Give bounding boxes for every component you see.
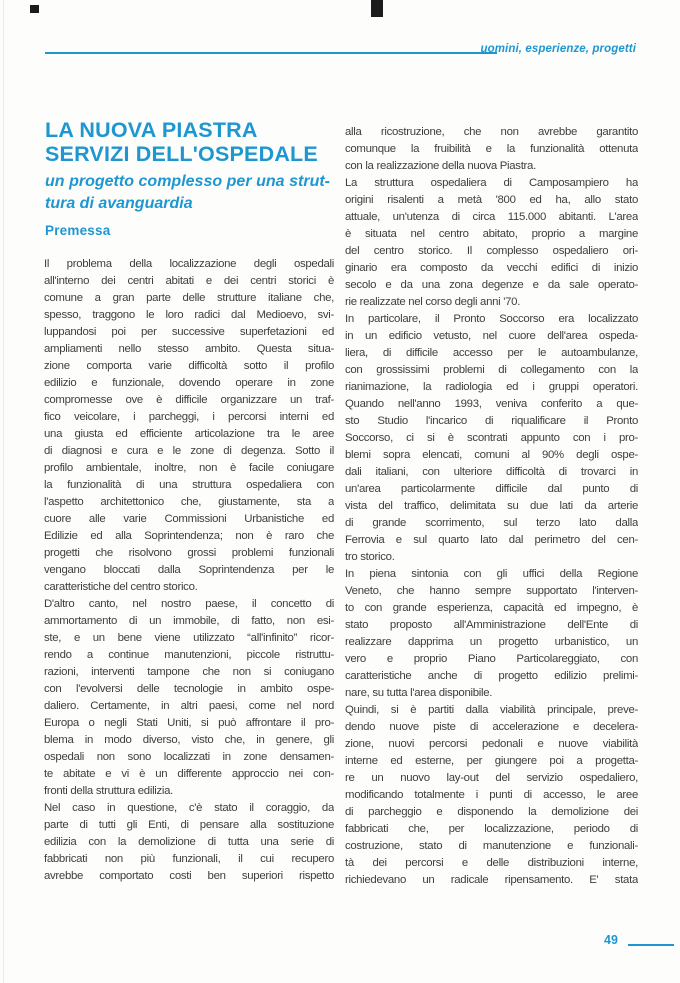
body-text-line: zione comporta varie difficoltà sotto il profilo — [44, 360, 334, 372]
body-text-line: del centro storico. Il complesso ospedaliero ori- — [345, 245, 638, 257]
body-text-line: attuale, un'utenza di circa 115.000 abitanti. L'area — [345, 211, 638, 223]
scan-artifact-mark-bar — [371, 0, 383, 17]
body-text-line: daliero. Certamente, in altri paesi, come nel nord — [44, 700, 334, 712]
body-text-line: fabbricati non più funzionali, il cui recupero — [44, 853, 334, 865]
scan-edge-line — [3, 0, 4, 983]
footer-rule — [628, 944, 674, 946]
body-text-line: In piena sintonia con gli uffici della Regione — [345, 568, 638, 580]
body-text-line: Edilizie ed alla Soprintendenza; non è raro che — [44, 530, 334, 542]
body-text-line: con grossissimi problemi di collegamento con la — [345, 364, 638, 376]
header-rule — [45, 52, 497, 54]
body-text-line: ste, e un bene viene utilizzato “all'infinito” ricor- — [44, 632, 334, 644]
body-text-line: Quando nell'anno 1993, veniva conferito a que- — [345, 398, 638, 410]
body-text-line: vengano bloccati dalla Soprintendenza per le — [44, 564, 334, 576]
page-number: 49 — [604, 933, 618, 947]
body-text-line: una giusta ed efficiente articolazione tra le aree — [44, 428, 334, 440]
body-text-line: Europa o negli Stati Uniti, si può affrontare il pro- — [44, 717, 334, 729]
header-section-label: uomini, esperienze, progetti — [480, 43, 636, 55]
body-text-line: cuore alle varie Commissioni Urbanistiche ed — [44, 513, 334, 525]
body-text-line: ospedali non sono localizzati in zone densamen- — [44, 751, 334, 763]
body-text-line: Veneto, che hanno sempre supportato l'interven- — [345, 585, 638, 597]
body-text-line: tro storico. — [345, 551, 395, 563]
body-text-line: stato proposto all'Amministrazione dell'Ente di — [345, 619, 638, 631]
body-text-line: dendo nuove piste di accelerazione e decelera- — [345, 721, 638, 733]
body-text-line: un'area particolarmente difficile dal punto di — [345, 483, 638, 495]
body-text-line: di parcheggio e disponendo la demolizione dei — [345, 806, 638, 818]
body-text-line: rendo a continue manutenzioni, piccole ristruttu- — [44, 649, 334, 661]
body-text-line: di diagnosi e cura e le zone di degenza. Sotto il — [44, 445, 334, 457]
body-text-line: Il problema della localizzazione degli ospedali — [44, 258, 334, 270]
body-text-line: fabbricati che, per localizzazione, periodo di — [345, 823, 638, 835]
body-text-line: spesso, traggono le loro radici dal Medioevo, svi- — [44, 309, 334, 321]
body-text-line: Nel caso in questione, c'è stato il coraggio, da — [44, 802, 334, 814]
body-text-line: te abitate e vi è un differente approccio nei con- — [44, 768, 334, 780]
body-text-line: sto Studio l'incarico di riqualificare il Pronto — [345, 415, 638, 427]
body-text-line: di grande scorrimento, sul terzo lato dalla — [345, 517, 638, 529]
body-text-line: vista del traffico, delimitata su due lati da arterie — [345, 500, 638, 512]
body-text-line: avrebbe comportato costi ben superiori rispetto — [44, 870, 334, 882]
body-text-line: tà dei percorsi e delle distribuzioni interne, — [345, 857, 638, 869]
body-text-line: in un edificio vetusto, nel cuore dell'area ospeda- — [345, 330, 638, 342]
body-text-line: modificando totalmente i punti di accesso, le aree — [345, 789, 638, 801]
article-title-line2: SERVIZI DELL'OSPEDALE — [45, 142, 318, 166]
body-text-line: interne ed esterne, per giungere poi a progetta- — [345, 755, 638, 767]
body-text-line: l'aspetto architettonico che, giustamente, sta a — [44, 496, 334, 508]
body-text-line: costruzione, stato di manutenzione e funzionali- — [345, 840, 638, 852]
body-text-line: re un nuovo lay-out del servizio ospedaliero, — [345, 772, 638, 784]
body-text-line: vero e proprio Piano Particolareggiato, con — [345, 653, 638, 665]
body-text-line: ginario era composto da vecchi edifici di inizio — [345, 262, 638, 274]
body-text-line: fico veicolare, i parcheggi, i percorsi interni ed — [44, 411, 334, 423]
body-text-line: La struttura ospedaliera di Camposampiero ha — [345, 177, 638, 189]
body-text-line: comunque la fruibilità e la funzionalità ottenuta — [345, 143, 638, 155]
body-text-line: blemi sopra elencati, comuni al 90% degli ospe- — [345, 449, 638, 461]
body-text-line: all'interno dei centri abitati e dei centri storici è — [44, 275, 334, 287]
body-text-line: con la realizzazione della nuova Piastra. — [345, 160, 536, 172]
article-subtitle-line2: tura di avanguardia — [45, 195, 193, 212]
body-text-line: progetti che risolvono grossi problemi funzionali — [44, 547, 334, 559]
body-text-line: origini risalenti a metà '800 ed ha, allo stato — [345, 194, 638, 206]
body-text-line: edilizia con la demolizione di tutta una serie di — [44, 836, 334, 848]
body-text-line: zione, nuovi percorsi pedonali e nuove viabilità — [345, 738, 638, 750]
body-text-line: comune a gran parte delle strutture italiane che, — [44, 292, 334, 304]
body-text-line: D'altro canto, nel nostro paese, il concetto di — [44, 598, 334, 610]
body-text-line: ampliamenti nello stesso ambito. Questa situa- — [44, 343, 334, 355]
article-column-left — [44, 256, 334, 885]
article-title-line1: LA NUOVA PIASTRA — [45, 118, 258, 142]
body-text-line: Soccorso, ci si è scontrati appunto con i pro- — [345, 432, 638, 444]
body-text-line: alla ricostruzione, che non avrebbe garantito — [345, 126, 638, 138]
body-text-line: ammortamento di un immobile, di fatto, non esi- — [44, 615, 334, 627]
body-text-line: Quindi, si è partiti dalla viabilità principale, preve- — [345, 704, 638, 716]
body-text-line: rie realizzate nel corso degli anni '70. — [345, 296, 521, 308]
body-text-line: realizzare dapprima un progetto urbanistico, un — [345, 636, 638, 648]
body-text-line: richiedevano un radicale ripensamento. E' stata — [345, 874, 638, 886]
body-text-line: è situata nel centro abitato, proprio a margine — [345, 228, 638, 240]
body-text-line: razioni, interventi tampone che non si coniugano — [44, 666, 334, 678]
body-text-line: Ferrovia e sul quarto lato dal perimetro del cen- — [345, 534, 638, 546]
body-text-line: con l'evolversi delle tecnologie in ambito ospe- — [44, 683, 334, 695]
body-text-line: la funzionalità di una struttura ospedaliera con — [44, 479, 334, 491]
body-text-line: rianimazione, la radiologia ed i gruppi operatori. — [345, 381, 638, 393]
body-text-line: dali italiani, con ulteriore difficoltà di trovarci in — [345, 466, 638, 478]
body-text-line: fronti della struttura edilizia. — [44, 785, 174, 797]
article-subtitle — [45, 171, 330, 215]
article-column-right — [345, 124, 638, 889]
body-text-line: liera, di difficile accesso per le autoambulanze, — [345, 347, 638, 359]
article-subtitle-line1: un progetto complesso per una strut- — [45, 173, 330, 190]
body-text-line: to con grande esperienza, capacità ed impegno, è — [345, 602, 638, 614]
article-title — [45, 118, 345, 166]
body-text-line: secolo e da una zona degenze e da sale operato- — [345, 279, 638, 291]
body-text-line: caratteristiche del centro storico. — [44, 581, 198, 593]
body-text-line: compromesse ove è difficile organizzare un traf- — [44, 394, 334, 406]
body-text-line: In particolare, il Pronto Soccorso era localizzato — [345, 313, 638, 325]
body-text-line: parte di tutti gli Enti, di pensare alla sostituzione — [44, 819, 334, 831]
body-text-line: luppandosi poi per successive superfetazioni ed — [44, 326, 334, 338]
body-text-line: nare, su tutta l'area disponibile. — [345, 687, 493, 699]
scan-artifact-mark-small — [30, 5, 39, 13]
body-text-line: profilo ambientale, inoltre, non è facile coniugare — [44, 462, 334, 474]
section-heading-premessa: Premessa — [45, 223, 111, 238]
body-text-line: edilizio e funzionale, dovendo operare in zone — [44, 377, 334, 389]
body-text-line: caratteristiche anche di progetto edilizio prelimi- — [345, 670, 638, 682]
body-text-line: blema in modo diverso, visto che, in genere, gli — [44, 734, 334, 746]
